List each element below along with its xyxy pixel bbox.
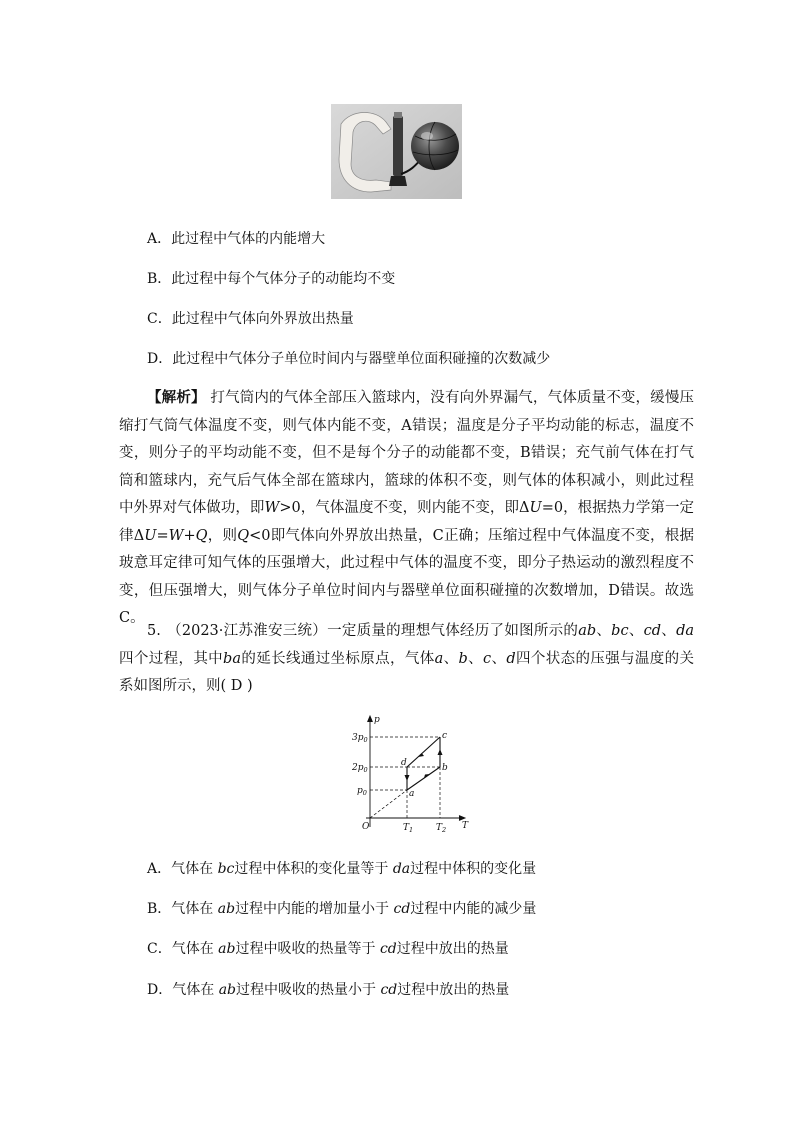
point-c: c — [442, 731, 448, 741]
var-a: a — [434, 650, 444, 667]
arrow-da — [405, 775, 410, 781]
q4-option-d: D．此过程中气体分子单位时间内与器壁单位面积碰撞的次数减少 — [147, 351, 551, 367]
q5-stem-text: 四个状态的压强与温度的关系如图所示，则( D ) — [119, 650, 695, 694]
path-cd — [407, 737, 440, 767]
origin-label: O — [362, 822, 370, 832]
x-axis-label: T — [462, 821, 469, 831]
var-cd: cd — [643, 623, 662, 639]
pump-ball-photo — [331, 104, 462, 199]
analysis-text-5: + — [183, 527, 196, 544]
analysis-text-2: >0，气体温度不变，则内能不变，即Δ — [279, 500, 530, 516]
analysis-tag: 【解析】 — [147, 389, 206, 406]
tick-p0: $p_0$ — [357, 786, 367, 797]
p-t-diagram — [352, 712, 472, 837]
var-da: da — [676, 623, 695, 639]
tick-3p0: $3p_0$ — [352, 733, 368, 744]
var-u: U — [144, 527, 157, 544]
x-axis-arrow — [459, 816, 465, 821]
var-c: c — [483, 650, 492, 667]
var-q: Q — [237, 527, 250, 544]
var-u: U — [529, 500, 542, 516]
q5-option-c: C．气体在 ab过程中吸收的热量等于 cd过程中放出的热量 — [147, 941, 509, 957]
var-b: b — [458, 650, 468, 667]
tick-2p0: $2p_0$ — [352, 763, 368, 774]
q5-option-a: A．气体在 bc过程中体积的变化量等于 da过程中体积的变化量 — [147, 861, 537, 877]
q5-stem — [119, 618, 694, 701]
q5-option-d: D．气体在 ab过程中吸收的热量小于 cd过程中放出的热量 — [147, 982, 510, 998]
sep: 、 — [628, 623, 644, 639]
point-a: a — [409, 789, 415, 799]
tick-t2: $T_2$ — [436, 823, 447, 834]
analysis-text-7: <0即气体向外界放出热量，C正确；压缩过程中气体温度不变，根据玻意耳定律可知气体的压强增大，此过程中气体的温度不变，即分子热运动的激烈程度不变，但压强增大，则气体分子单位时间内与器壁单位面积碰撞的次数增加，D错误。故选C。 — [119, 527, 695, 626]
question-number: 5. — [147, 623, 161, 639]
y-axis-arrow — [368, 716, 373, 722]
var-bc: bc — [611, 623, 629, 639]
sep: 、 — [491, 650, 507, 667]
point-b: b — [442, 763, 448, 773]
sep: 、 — [596, 623, 612, 639]
analysis-text-4: = — [156, 527, 169, 544]
var-ab: ab — [578, 623, 597, 639]
q4-analysis — [119, 384, 694, 633]
var-q: Q — [195, 527, 208, 544]
sep: 、 — [661, 623, 677, 639]
var-d: d — [506, 650, 516, 667]
sep: 、 — [467, 650, 483, 667]
q5-option-b: B．气体在 ab过程中内能的增加量小于 cd过程中内能的减少量 — [147, 901, 537, 917]
q4-option-a: A．此过程中气体的内能增大 — [147, 231, 326, 247]
analysis-text-1: 打气筒内的气体全部压入篮球内，没有向外界漏气，气体质量不变，缓慢压缩打气筒气体温度不变，则气体内能不变，A错误；温度是分子平均动能的标志，温度不变，则分子的平均动能不变，但不是每个分子的动能都不变，B错误；充气前气体在打气筒和篮球内，充气后气体全部在篮球内，篮球的体积不变，则气体的体积减小，则此过程中外界对气体做功，即 — [119, 390, 695, 516]
y-axis-label: p — [374, 715, 380, 725]
point-d: d — [401, 758, 407, 768]
path-ab — [407, 767, 440, 790]
var-ba: ba — [223, 650, 241, 667]
arrow-bc — [438, 749, 443, 755]
q4-option-c: C．此过程中气体向外界放出热量 — [147, 311, 354, 327]
var-w: W — [168, 527, 184, 544]
q5-stem-text: 四个过程，其中 — [119, 650, 224, 667]
var-w: W — [264, 500, 280, 516]
tick-t1: $T_1$ — [403, 823, 414, 834]
q5-stem-text: （2023·江苏淮安三统）一定质量的理想气体经历了如图所示的 — [166, 623, 579, 639]
analysis-text-6: ，则 — [207, 527, 238, 544]
q4-option-b: B．此过程中每个气体分子的动能均不变 — [147, 271, 396, 287]
analysis-text-3: =0，根据热力学第一定律Δ — [119, 500, 694, 544]
sep: 、 — [443, 650, 459, 667]
q5-stem-text: 的延长线通过坐标原点，气体 — [240, 650, 435, 667]
